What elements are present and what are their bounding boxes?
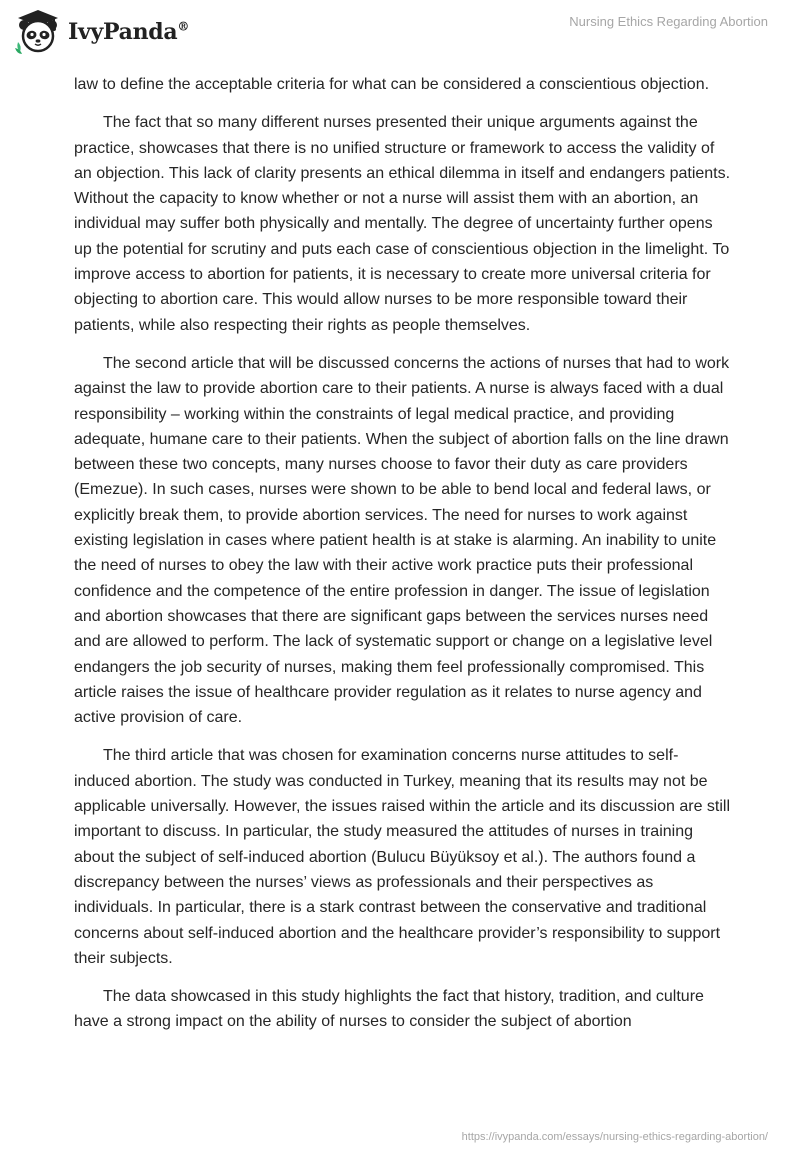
essay-body bbox=[74, 72, 734, 1048]
paragraph: The third article that was chosen for examination concerns nurse attitudes to self-induced abortion. The study was conducted in Turkey, meaning that its results may not be applicable universally. However, the issues raised within the article and its discussion are still important to discuss. In particular, the study measured the attitudes of nurses in training about the subject of self-induced abortion (Bulucu Büyüksoy et al.). The authors found a discrepancy between the nurses’ views as professionals and their perspectives as individuals. In particular, there is a stark contrast between the conservative and traditional concerns about self-induced abortion and the healthcare provider’s responsibility to support their subjects. bbox=[74, 747, 731, 967]
paragraph: The data showcased in this study highlights the fact that history, tradition, and culture have a strong impact on the ability of nurses to consider the subject of abortion bbox=[74, 988, 704, 1031]
paragraph-continuation: law to define the acceptable criteria for what can be considered a conscientious objection. bbox=[74, 76, 710, 93]
panda-logo-icon bbox=[14, 8, 62, 56]
brand-name: IvyPanda® bbox=[68, 19, 190, 45]
brand-logo[interactable] bbox=[14, 8, 189, 56]
page-header bbox=[0, 0, 800, 70]
source-url[interactable]: https://ivypanda.com/essays/nursing-ethics-regarding-abortion/ bbox=[461, 1131, 768, 1143]
document-title: Nursing Ethics Regarding Abortion bbox=[569, 14, 768, 29]
paragraph: The second article that will be discussed concerns the actions of nurses that had to work against the law to provide abortion care to their patients. A nurse is always faced with a dual responsibility – working within the constraints of legal medical practice, and providing adequate, humane care to their patients. When the subject of abortion falls on the line drawn between these two concepts, many nurses choose to favor their duty as care providers (Emezue). In such cases, nurses were shown to be able to bend local and federal laws, or explicitly break them, to provide abortion services. The need for nurses to work against existing legislation in cases where patient health is at stake is alarming. An inability to unite the need of nurses to obey the law with their active work practice puts their professional confidence and the competence of the entire profession in danger. The issue of legislation and abortion showcases that there are significant gaps between the services nurses need and are allowed to perform. The lack of systematic support or change on a legislative level endangers the job security of nurses, making them feel professionally compromised. This article raises the issue of healthcare provider regulation as it relates to nurse agency and active provision of care. bbox=[74, 354, 730, 727]
paragraph: The fact that so many different nurses presented their unique arguments against the practice, showcases that there is no unified structure or framework to access the validity of an objection. This lack of clarity presents an ethical dilemma in itself and endangers patients. Without the capacity to know whether or not a nurse will assist them with an abortion, an individual may suffer both physically and mentally. The degree of uncertainty further opens up the potential for scrutiny and puts each case of conscientious objection in the limelight. To improve access to abortion for patients, it is necessary to create more universal criteria for objecting to abortion care. This would allow nurses to be more responsible toward their patients, while also respecting their rights as people themselves. bbox=[74, 114, 731, 334]
